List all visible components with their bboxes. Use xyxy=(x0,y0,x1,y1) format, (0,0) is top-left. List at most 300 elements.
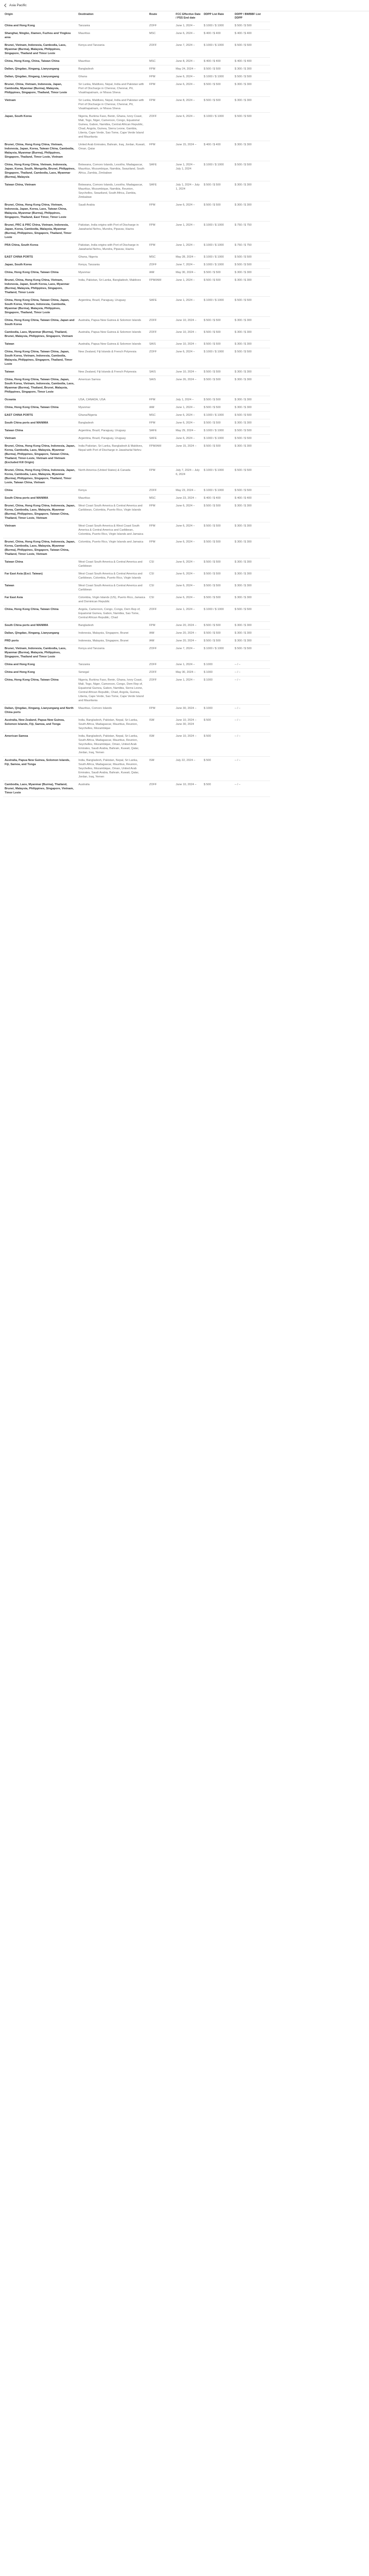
cell-destination: American Samoa xyxy=(77,376,147,396)
cell-origin: Australia, Papua New Guinea, Solomon Islands, Fiji, Samoa, and Tonga xyxy=(3,757,77,781)
cell-list-rate: $ 500 / $ 500 xyxy=(202,558,233,570)
cell-destination: Myanmar xyxy=(77,404,147,412)
cell-destination: West Coast South America & Central America and Caribbean, Colombia, Puerto Rico, Virgin Islands xyxy=(77,502,147,522)
cell-origin: Brunei, China, Hong Kong China, Vietnam, Indonesia, Japan, Korea, Laos, Taiwan China, Malaysia, Myanmar (Burma), Philippines, Singapore, Thailand, East Timor, Timor Leste xyxy=(3,201,77,222)
cell-effective-date: June 6, 2024 – xyxy=(174,73,202,81)
cell-origin: Vietnam xyxy=(3,435,77,443)
cell-origin: Far East Asia (Excl. Taiwan) xyxy=(3,570,77,582)
cell-list-rate: $ 500 / $ 500 xyxy=(202,396,233,404)
cell-effective-date: June 1, 2024 – xyxy=(174,277,202,297)
cell-list-rate: $ 400 / $ 400 xyxy=(202,58,233,65)
cell-effective-date: June 10, 2024 – June 30, 2024 xyxy=(174,717,202,733)
cell-route: SAIS xyxy=(147,376,174,396)
cell-list-rate: $ 500 / $ 500 xyxy=(202,570,233,582)
cell-origin: Brunei, China, Hong Kong China, Indonesia, Japan, Korea, Cambodia, Laos, Malaysia, Myanmar (Burma), Philippines, Singapore, Thailand, Timor Leste, Taiwan China, Vietnam xyxy=(3,467,77,487)
cell-origin: Taiwan xyxy=(3,582,77,594)
cell-bw-rate: $ 300 / $ 300 xyxy=(233,502,270,522)
cell-list-rate: $ 500 / $ 500 xyxy=(202,637,233,645)
cell-origin: Cambodia, Laos, Myanmar (Burma), Thailand, Brunei, Malaysia, Philippines, Singapore, Vietnam xyxy=(3,329,77,341)
table-row xyxy=(3,630,270,637)
cell-bw-rate: $ 500 / $ 500 xyxy=(233,73,270,81)
cell-list-rate: $ 1000 / $ 1000 xyxy=(202,161,233,181)
cell-effective-date: June 10, 2024 – xyxy=(174,733,202,757)
cell-destination: Ghana, Nigeria xyxy=(77,253,147,261)
cell-bw-rate: $ 300 / $ 300 xyxy=(233,81,270,97)
cell-destination: Australia, Papua New Guinea & Solomon Islands xyxy=(77,317,147,329)
cell-effective-date: May 28, 2024 – xyxy=(174,253,202,261)
table-row xyxy=(3,269,270,277)
cell-origin: South China ports and MANIMA xyxy=(3,495,77,502)
cell-effective-date: June 6, 2024 – xyxy=(174,522,202,538)
cell-bw-rate: $ 300 / $ 300 xyxy=(233,538,270,558)
table-row xyxy=(3,81,270,97)
cell-bw-rate: $ 300 / $ 300 xyxy=(233,329,270,341)
cell-bw-rate: $ 300 / $ 300 xyxy=(233,443,270,467)
cell-list-rate: $ 1000 / $ 1000 xyxy=(202,467,233,487)
cell-route: ZOFF xyxy=(147,348,174,368)
cell-bw-rate: $ 500 / $ 500 xyxy=(233,261,270,269)
cell-route: FPM xyxy=(147,65,174,73)
cell-effective-date: June 6, 2024 – xyxy=(174,594,202,606)
cell-route: SAFE xyxy=(147,181,174,201)
cell-bw-rate: $ 300 / $ 300 xyxy=(233,637,270,645)
cell-origin: PRD ports xyxy=(3,637,77,645)
table-header-row xyxy=(3,11,270,22)
cell-effective-date: June 15, 2024 – xyxy=(174,443,202,467)
cell-bw-rate: $ 500 / $ 500 xyxy=(233,645,270,661)
cell-effective-date: June 6, 2024 – xyxy=(174,201,202,222)
table-row xyxy=(3,222,270,242)
cell-origin: South China ports and MANIMA xyxy=(3,419,77,427)
cell-effective-date: June 20, 2024 – xyxy=(174,622,202,630)
cell-destination: Nigeria, Burkina Faso, Benin, Ghana, Ivory Coast, Mali, Togo, Niger, Cameroon, Congo, Dem Rep of, Equatorial Guinea, Gabon, Namibia, Sierra Leone, Central African Republic, Chad, Angola, Guinea, Liberia, Cape Verde, Sao Tome, Cape Verde Island and Mauritania xyxy=(77,676,147,705)
cell-origin: China and Hong Kong xyxy=(3,669,77,676)
cell-destination: India Pakistan, Sri Lanka, Bangladesh & Maldives, Nepal with Port of Discharge in Jawaharlal Nehru xyxy=(77,443,147,467)
cell-route: FPM xyxy=(147,622,174,630)
cell-effective-date: June 20, 2024 – xyxy=(174,637,202,645)
table-row xyxy=(3,757,270,781)
cell-route: ISM xyxy=(147,717,174,733)
cell-effective-date: July 22, 2024 – xyxy=(174,757,202,781)
cell-origin: Brunei, China, Hong Kong China, Indonesia, Japan, Korea, Cambodia, Laos, Malaysia, Myanmar (Burma), Philippines, Singapore, Taiwan China, Thailand, Timor Leste, Vietnam xyxy=(3,502,77,522)
cell-destination: Mauritius xyxy=(77,495,147,502)
cell-route: ZOFF xyxy=(147,317,174,329)
table-row xyxy=(3,261,270,269)
table-row xyxy=(3,341,270,348)
cell-origin: Taiwan China, Vietnam xyxy=(3,181,77,201)
cell-effective-date: June 30, 2024 – xyxy=(174,705,202,717)
cell-route: FPM/IAM xyxy=(147,277,174,297)
cell-route: MSC xyxy=(147,30,174,42)
cell-origin: China, Hong Kong China, Taiwan China xyxy=(3,676,77,705)
cell-list-rate: $ 500 xyxy=(202,733,233,757)
cell-destination: Indonesia, Malaysia, Singapore, Brunei xyxy=(77,637,147,645)
cell-origin: Japan, South Korea xyxy=(3,113,77,141)
cell-list-rate: $ 500 / $ 500 xyxy=(202,376,233,396)
cell-route: SAIS xyxy=(147,368,174,376)
cell-destination: Kenya, Tanzania xyxy=(77,261,147,269)
cell-destination: Argentina, Brazil, Paraguay, Uruguay xyxy=(77,427,147,435)
cell-bw-rate: $ 300 / $ 300 xyxy=(233,341,270,348)
cell-list-rate: $ 1000 / $ 1000 xyxy=(202,242,233,253)
table-row xyxy=(3,73,270,81)
cell-origin: PRA China, South Korea xyxy=(3,242,77,253)
cell-origin: Taiwan xyxy=(3,368,77,376)
cell-destination: Australia, Papua New Guinea & Solomon Islands xyxy=(77,329,147,341)
cell-effective-date: June 10, 2024 – xyxy=(174,317,202,329)
page-title: Asia Pacific xyxy=(9,4,27,7)
cell-list-rate: $ 500 xyxy=(202,781,233,797)
cell-list-rate: $ 500 xyxy=(202,757,233,781)
cell-route: FPM xyxy=(147,419,174,427)
cell-destination: India, Bangladesh, Pakistan, Nepal, Sri Lanka, South Africa, Madagascar, Mauritius, Reunion, Seychelles, Mozambique xyxy=(77,717,147,733)
cell-effective-date: June 23, 2024 – xyxy=(174,495,202,502)
cell-route: MSC xyxy=(147,495,174,502)
cell-effective-date: May 30, 2024 – xyxy=(174,669,202,676)
cell-route: FPM xyxy=(147,242,174,253)
cell-list-rate: $ 500 / $ 500 xyxy=(202,502,233,522)
cell-route: ZOFF xyxy=(147,781,174,797)
cell-destination: India, Bangladesh, Pakistan, Nepal, Sri Lanka, South Africa, Madagascar, Mauritius, Reunion, Seychelles, Mozambique, Oman, United Arab Emirates, Saudi Arabia, Bahrain, Kuwait, Qatar, Jordan, Iraq, Yemen xyxy=(77,733,147,757)
cell-list-rate: $ 400 / $ 400 xyxy=(202,495,233,502)
cell-route: IAM xyxy=(147,269,174,277)
cell-list-rate: $ 500 / $ 500 xyxy=(202,419,233,427)
cell-bw-rate: $ 400 / $ 400 xyxy=(233,495,270,502)
cell-route: FPM xyxy=(147,396,174,404)
cell-effective-date: June 8, 2024 – xyxy=(174,97,202,113)
cell-effective-date: June 15, 2024 – xyxy=(174,141,202,161)
cell-destination: Tanzania xyxy=(77,22,147,30)
cell-destination: Ghana xyxy=(77,73,147,81)
cell-effective-date: June 20, 2024 – xyxy=(174,630,202,637)
cell-route: FPM xyxy=(147,222,174,242)
cell-destination: Sri Lanka, Maldives, Nepal, India and Pakistan with Port of Discharge in Chennai, Chennai, Pit, Visakhapatnam, or Nhava Sheva xyxy=(77,97,147,113)
cell-route: ZOFF xyxy=(147,645,174,661)
cell-effective-date: June 10, 2024 – xyxy=(174,329,202,341)
cell-list-rate: $ 1000 / $ 1000 xyxy=(202,427,233,435)
cell-route: ZOFF xyxy=(147,676,174,705)
cell-route: CSI xyxy=(147,558,174,570)
cell-effective-date: May 24, 2024 – xyxy=(174,65,202,73)
table-row xyxy=(3,606,270,622)
cell-effective-date: July 7, 2024 – July 6, 2024 xyxy=(174,467,202,487)
cell-route: FPM xyxy=(147,97,174,113)
table-row xyxy=(3,65,270,73)
table-row xyxy=(3,570,270,582)
cell-list-rate: $ 500 / $ 500 xyxy=(202,582,233,594)
table-row xyxy=(3,253,270,261)
cell-list-rate: $ 1000 xyxy=(202,661,233,669)
cell-bw-rate: – / – xyxy=(233,705,270,717)
cell-origin: China and Hong Kong xyxy=(3,661,77,669)
cell-list-rate: $ 500 / $ 500 xyxy=(202,181,233,201)
cell-bw-rate: $ 300 / $ 300 xyxy=(233,622,270,630)
cell-origin: Brunei, China, Hong Kong China, Indonesia, Japan, Korea, Cambodia, Laos, Malaysia, Myanmar (Burma), Philippines, Singapore, Taiwan China, Thailand, Timor-Leste, Vietnam and Vietnam (Excluded Kill Origin) xyxy=(3,443,77,467)
cell-effective-date: June 1, 2024 – xyxy=(174,404,202,412)
cell-route: FPM xyxy=(147,705,174,717)
table-container xyxy=(0,11,369,797)
cell-list-rate: $ 500 / $ 500 xyxy=(202,368,233,376)
cell-route: FPM xyxy=(147,201,174,222)
cell-bw-rate: $ 500 / $ 500 xyxy=(233,427,270,435)
cell-origin: Oceania xyxy=(3,396,77,404)
cell-destination: North America (United States) & Canada xyxy=(77,467,147,487)
cell-bw-rate: $ 750 / $ 750 xyxy=(233,222,270,242)
cell-origin: China, Hong Kong China, Vietnam, Indonesia, Japan, Korea, South, Mongolia, Brunei, Philippines, Singapore, Thailand, Cambodia, Laos, Myanmar (Burma), Malaysia xyxy=(3,161,77,181)
cell-destination: Myanmar xyxy=(77,269,147,277)
table-row xyxy=(3,717,270,733)
cell-destination: Senegal xyxy=(77,669,147,676)
table-row xyxy=(3,348,270,368)
table-row xyxy=(3,368,270,376)
cell-list-rate: $ 1000 / $ 1000 xyxy=(202,412,233,419)
table-row xyxy=(3,317,270,329)
table-row xyxy=(3,622,270,630)
cell-route: SAFE xyxy=(147,161,174,181)
cell-route: ZOFF xyxy=(147,42,174,58)
cell-list-rate: $ 1000 / $ 1000 xyxy=(202,261,233,269)
cell-effective-date: June 7, 2024 – xyxy=(174,645,202,661)
cell-destination: Colombia, Puerto Rico, Virgin Islands and Jamaica xyxy=(77,538,147,558)
cell-list-rate: $ 1000 / $ 1000 xyxy=(202,113,233,141)
table-row xyxy=(3,181,270,201)
cell-list-rate: $ 1000 / $ 1000 xyxy=(202,297,233,317)
cell-origin: Brunei, China, Hong Kong China, Vietnam, Indonesia, Japan, South Korea, Laos, Myanmar (Burma), Malaysia, Philippines, Singapore, Thailand, Timor Leste xyxy=(3,277,77,297)
column-header-route: Route xyxy=(147,11,174,22)
cell-effective-date: June 6, 2024 – xyxy=(174,538,202,558)
cell-effective-date: June 10, 2024 – xyxy=(174,341,202,348)
cell-list-rate: $ 500 / $ 500 xyxy=(202,317,233,329)
cell-route: IAM xyxy=(147,404,174,412)
cell-bw-rate: $ 300 / $ 300 xyxy=(233,368,270,376)
cell-effective-date: June 6, 2024 – xyxy=(174,412,202,419)
cell-list-rate: $ 500 / $ 500 xyxy=(202,329,233,341)
cell-bw-rate: $ 500 / $ 500 xyxy=(233,606,270,622)
cell-destination: Argentina, Brazil, Paraguay, Uruguay xyxy=(77,297,147,317)
page-header xyxy=(0,0,369,11)
table-row xyxy=(3,58,270,65)
cell-bw-rate: $ 300 / $ 300 xyxy=(233,396,270,404)
cell-effective-date: June 6, 2024 – xyxy=(174,502,202,522)
cell-origin: Taiwan China xyxy=(3,558,77,570)
cell-route: CSI xyxy=(147,582,174,594)
cell-destination: India, Pakistan, Sri Lanka, Bangladesh, Maldives xyxy=(77,277,147,297)
cell-destination: West Coast South America & West Coast South America & Central America and Caribbean, Colombia, Puerto Rico, Virgin Islands and Jamaica xyxy=(77,522,147,538)
cell-effective-date: June 1, 2024 – xyxy=(174,606,202,622)
cell-effective-date: June 8, 2024 – xyxy=(174,58,202,65)
cell-destination: Nigeria, Burkina Faso, Benin, Ghana, Ivory Coast, Mali, Togo, Niger, Cameroon, Congo, Equatorial Guinea, Gabon, Namibia, Central African Republic, Chad, Angola, Guinea, Sierra Leone, Gambia, Liberia, Cape Verde, Sao Tome, Cape Verde Island and Mauritania xyxy=(77,113,147,141)
cell-list-rate: $ 500 / $ 500 xyxy=(202,201,233,222)
cell-list-rate: $ 1000 xyxy=(202,669,233,676)
cell-destination: Mauritius xyxy=(77,58,147,65)
cell-origin: Brunei, PRC & PRC China, Vietnam, Indonesia, Japan, Korea, Cambodia, Malaysia, Myanmar (Burma), Philippines, Singapore, Thailand, Timor Leste xyxy=(3,222,77,242)
cell-destination: Australia xyxy=(77,781,147,797)
table-row xyxy=(3,781,270,797)
cell-route: FPM xyxy=(147,467,174,487)
table-row xyxy=(3,201,270,222)
table-row xyxy=(3,376,270,396)
cell-effective-date: June 1, 2024 – xyxy=(174,222,202,242)
table-row xyxy=(3,113,270,141)
cell-origin: China, Hong Kong China, Taiwan China xyxy=(3,269,77,277)
table-row xyxy=(3,594,270,606)
column-header-origin: Origin xyxy=(3,11,77,22)
cell-route: CSI xyxy=(147,570,174,582)
cell-list-rate: $ 500 / $ 500 xyxy=(202,443,233,467)
cell-list-rate: $ 1000 xyxy=(202,705,233,717)
cell-route: ZOFF xyxy=(147,606,174,622)
table-row xyxy=(3,661,270,669)
cell-destination: Australia, Papua New Guinea & Solomon Islands xyxy=(77,341,147,348)
cell-list-rate: $ 500 / $ 500 xyxy=(202,277,233,297)
cell-origin: China and Hong Kong xyxy=(3,22,77,30)
table-row xyxy=(3,435,270,443)
cell-route: ZOFF xyxy=(147,329,174,341)
cell-destination: Saudi Arabia xyxy=(77,201,147,222)
table-row xyxy=(3,161,270,181)
cell-bw-rate: $ 300 / $ 300 xyxy=(233,65,270,73)
cell-bw-rate: – / – xyxy=(233,781,270,797)
cell-route: ZOFF xyxy=(147,669,174,676)
cell-bw-rate: $ 300 / $ 300 xyxy=(233,582,270,594)
cell-bw-rate: $ 500 / $ 500 xyxy=(233,161,270,181)
table-row xyxy=(3,329,270,341)
cell-effective-date: June 26, 2024 – xyxy=(174,376,202,396)
cell-effective-date: June 6, 2024 – xyxy=(174,113,202,141)
cell-origin: China, Hong Kong China, Taiwan China, Japan, South Korea, Vietnam, Indonesia, Cambodia, Malaysia, Philippines, Singapore, Thailand, Timor Leste xyxy=(3,348,77,368)
cell-bw-rate: $ 300 / $ 300 xyxy=(233,97,270,113)
cell-origin: American Samoa xyxy=(3,733,77,757)
cell-destination: New Zealand, Fiji Islands & French Polynesia xyxy=(77,348,147,368)
cell-effective-date: June 6, 2024 – xyxy=(174,348,202,368)
cell-effective-date: June 6, 2024 – xyxy=(174,435,202,443)
cell-origin: China, Hong Kong China, Taiwan China xyxy=(3,404,77,412)
cell-list-rate: $ 500 / $ 500 xyxy=(202,65,233,73)
cell-bw-rate: $ 300 / $ 300 xyxy=(233,181,270,201)
cell-destination: Kenya and Tanzania xyxy=(77,645,147,661)
cell-route: MSC xyxy=(147,58,174,65)
cell-origin: Shanghai, Ningbo, Xiamen, Fuzhou and Yingkou area xyxy=(3,30,77,42)
table-row xyxy=(3,22,270,30)
cell-route: SAFE xyxy=(147,427,174,435)
table-row xyxy=(3,277,270,297)
cell-destination: India, Bangladesh, Pakistan, Nepal, Sri Lanka, South Africa, Madagascar, Mauritius, Reunion, Seychelles, Mozambique, Oman, United Arab Emirates, Saudi Arabia, Bahrain, Kuwait, Qatar, Jordan, Iraq, Yemen xyxy=(77,757,147,781)
cell-bw-rate: $ 300 / $ 300 xyxy=(233,201,270,222)
cell-origin: China, Hong Kong China, Taiwan China, Japan and South Korea xyxy=(3,317,77,329)
cell-bw-rate: $ 500 / $ 500 xyxy=(233,22,270,30)
cell-route: FPM xyxy=(147,81,174,97)
cell-origin: Far East Asia xyxy=(3,594,77,606)
cell-list-rate: $ 1000 / $ 1000 xyxy=(202,487,233,495)
cell-bw-rate: $ 300 / $ 300 xyxy=(233,630,270,637)
cell-effective-date: June 7, 2024 – xyxy=(174,42,202,58)
table-row xyxy=(3,30,270,42)
cell-bw-rate: $ 300 / $ 300 xyxy=(233,269,270,277)
cell-destination: Bangladesh xyxy=(77,65,147,73)
cell-destination: Argentina, Brazil, Paraguay, Uruguay xyxy=(77,435,147,443)
cell-destination: West Coast South America & Central America and Caribbean xyxy=(77,582,147,594)
cell-list-rate: $ 500 / $ 500 xyxy=(202,594,233,606)
cell-list-rate: $ 500 xyxy=(202,717,233,733)
column-header-bw-rate: DDPP / BWBBF List DDPP xyxy=(233,11,270,22)
table-row xyxy=(3,676,270,705)
cell-list-rate: $ 500 / $ 500 xyxy=(202,622,233,630)
cell-destination: West Coast South America & Central America and Caribbean, Colombia, Puerto Rico, Virgin Islands xyxy=(77,570,147,582)
cell-origin: Brunei, China, Hong Kong China, Indonesia, Japan, Korea, Cambodia, Laos, Malaysia, Myanmar (Burma), Philippines, Singapore, Taiwan China, Thailand, Timor Leste, Vietnam xyxy=(3,538,77,558)
table-row xyxy=(3,495,270,502)
column-header-effective-date: FCC Effective Date / PSS End date xyxy=(174,11,202,22)
cell-bw-rate: – / – xyxy=(233,733,270,757)
cell-bw-rate: – / – xyxy=(233,661,270,669)
cell-origin: Dalian, Qingdao, Xingang, Lianyungang xyxy=(3,73,77,81)
cell-route: ZOFF xyxy=(147,22,174,30)
table-row xyxy=(3,419,270,427)
cell-list-rate: $ 1000 / $ 1000 xyxy=(202,348,233,368)
table-row xyxy=(3,404,270,412)
cell-destination: Sri Lanka, Maldives, Nepal, India and Pakistan with Port of Discharge in Chennai, Chennai, Pit, Visakhapatnam, or Nhava Sheva xyxy=(77,81,147,97)
chevron-left-icon[interactable] xyxy=(3,3,8,8)
rates-table xyxy=(3,11,270,797)
cell-destination: West Coast South America & Central America and Caribbean xyxy=(77,558,147,570)
cell-list-rate: $ 1000 / $ 1000 xyxy=(202,645,233,661)
cell-route: ISM xyxy=(147,733,174,757)
cell-effective-date: June 1, 2024 – xyxy=(174,676,202,705)
cell-route: ZOFF xyxy=(147,113,174,141)
cell-bw-rate: – / – xyxy=(233,757,270,781)
table-body xyxy=(3,22,270,797)
cell-effective-date: May 29, 2024 – xyxy=(174,427,202,435)
table-row xyxy=(3,242,270,253)
cell-destination: New Zealand, Fiji Islands & French Polynesia xyxy=(77,368,147,376)
cell-destination: Indonesia, Malaysia, Singapore, Brunei xyxy=(77,630,147,637)
cell-route: FPM xyxy=(147,141,174,161)
cell-route: ZOFF xyxy=(147,661,174,669)
table-row xyxy=(3,396,270,404)
cell-effective-date: June 7, 2024 – xyxy=(174,261,202,269)
cell-bw-rate: $ 500 / $ 500 xyxy=(233,412,270,419)
cell-destination: USA, CANADA, USA xyxy=(77,396,147,404)
cell-route: FPM/IAM xyxy=(147,443,174,467)
cell-destination: Pakistan, India origins with Port of Discharge in Jawaharlal Nehru, Mundra, Pipavav, Hazira xyxy=(77,242,147,253)
cell-bw-rate: $ 500 / $ 500 xyxy=(233,113,270,141)
cell-origin: Dalian, Qingdao, Xingang, Lianyungang xyxy=(3,65,77,73)
table-row xyxy=(3,637,270,645)
cell-list-rate: $ 1000 / $ 1000 xyxy=(202,435,233,443)
cell-bw-rate: $ 500 / $ 500 xyxy=(233,348,270,368)
cell-origin: Taiwan xyxy=(3,341,77,348)
cell-list-rate: $ 500 / $ 500 xyxy=(202,269,233,277)
cell-route: SAFE xyxy=(147,435,174,443)
cell-bw-rate: $ 500 / $ 500 xyxy=(233,487,270,495)
cell-origin: China, Hong Kong China, Taiwan China, Japan, South Korea, Vietnam, Indonesia, Cambodia, Myanmar (Burma), Malaysia, Philippines, Singapore, Thailand, Timor Leste xyxy=(3,297,77,317)
table-row xyxy=(3,522,270,538)
cell-bw-rate: $ 750 / $ 750 xyxy=(233,242,270,253)
cell-route: FPM xyxy=(147,538,174,558)
cell-effective-date: June 1, 2024 – xyxy=(174,297,202,317)
cell-destination: Mauritius xyxy=(77,30,147,42)
cell-route: IAM xyxy=(147,630,174,637)
cell-list-rate: $ 1000 xyxy=(202,676,233,705)
cell-destination: Ghana/Nigeria xyxy=(77,412,147,419)
cell-bw-rate: $ 500 / $ 500 xyxy=(233,253,270,261)
cell-origin: Vietnam xyxy=(3,522,77,538)
cell-destination: Kenya and Tanzania xyxy=(77,42,147,58)
cell-effective-date: June 6, 2024 – xyxy=(174,81,202,97)
cell-bw-rate: $ 300 / $ 300 xyxy=(233,277,270,297)
cell-bw-rate: $ 300 / $ 300 xyxy=(233,141,270,161)
cell-bw-rate: – / – xyxy=(233,717,270,733)
cell-list-rate: $ 500 / $ 500 xyxy=(202,630,233,637)
